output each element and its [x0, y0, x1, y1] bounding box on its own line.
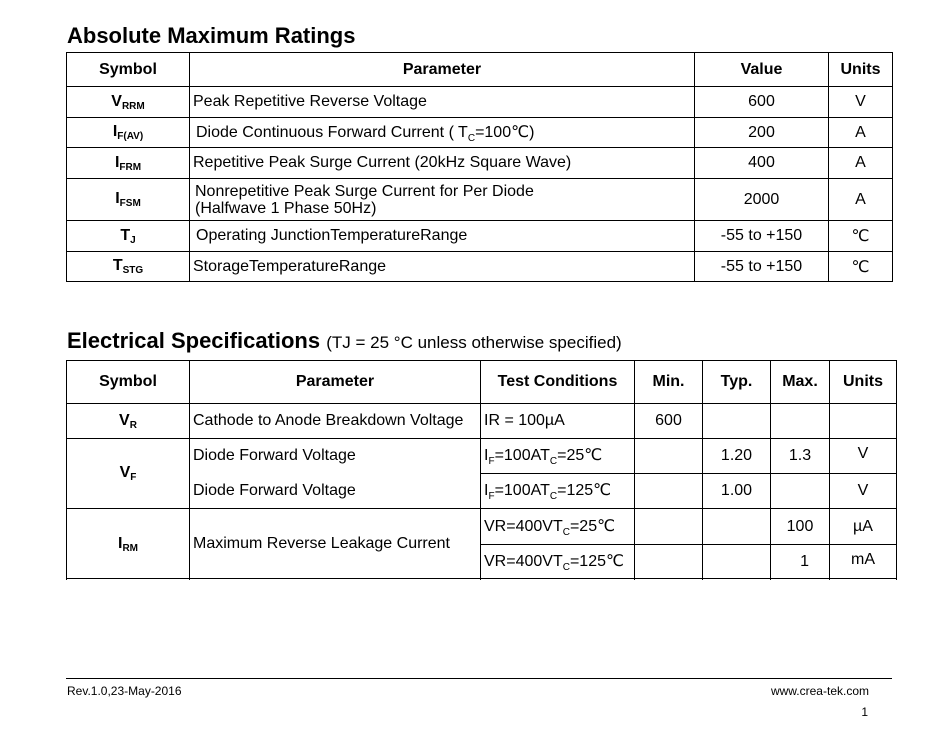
- footer-website: www.crea-tek.com: [770, 684, 869, 698]
- units-cell: ℃: [829, 221, 893, 252]
- table-header-row: [67, 361, 897, 404]
- table-row: [67, 439, 897, 474]
- max-cell: [771, 474, 830, 509]
- header-min: Min.: [635, 361, 703, 404]
- header-units: Units: [830, 361, 897, 404]
- elec-spec-note: (TJ = 25 °C unless otherwise specified): [326, 333, 622, 352]
- header-test-conditions: Test Conditions: [481, 361, 635, 404]
- max-cell: 1: [771, 545, 830, 580]
- header-value: Value: [695, 53, 829, 87]
- elec-spec-table: [66, 360, 897, 580]
- min-cell: 600: [635, 404, 703, 439]
- min-cell: [635, 509, 703, 545]
- elec-spec-title: Electrical Specifications (TJ = 25 °C unless otherwise specified): [67, 328, 622, 353]
- min-cell: [635, 545, 703, 580]
- table-row: [67, 221, 893, 252]
- table-row: [67, 474, 897, 509]
- test-condition-cell: $I_F=100AT_C=25℃$: [481, 439, 635, 474]
- header-symbol: Symbol: [67, 53, 190, 87]
- units-cell: A: [829, 179, 893, 221]
- units-cell: V: [830, 439, 897, 474]
- units-cell: V: [829, 87, 893, 118]
- units-cell: ℃: [829, 252, 893, 282]
- parameter-cell: Diode Forward Voltage: [190, 474, 481, 509]
- table-row: [67, 252, 893, 282]
- parameter-cell: Cathode to Anode Breakdown Voltage: [190, 404, 481, 439]
- table-row: [67, 118, 893, 148]
- header-symbol: Symbol: [67, 361, 190, 404]
- typ-cell: 1.00: [703, 474, 771, 509]
- parameter-cell: Operating JunctionTemperatureRange: [190, 221, 695, 252]
- units-cell: mA: [830, 545, 897, 580]
- units-cell: µA: [830, 509, 897, 545]
- table-bottom-rule: [66, 578, 896, 579]
- page-number: 1: [861, 705, 868, 719]
- parameter-cell: Repetitive Peak Surge Current (20kHz Square Wave): [190, 148, 695, 179]
- min-cell: [635, 474, 703, 509]
- table-row: [67, 509, 897, 545]
- max-cell: 100: [771, 509, 830, 545]
- parameter-cell: Maximum Reverse Leakage Current: [190, 509, 481, 580]
- footer-divider: [66, 678, 892, 679]
- symbol-cell: $I_{F(AV)}$: [67, 118, 190, 148]
- max-cell: 1.3: [771, 439, 830, 474]
- abs-max-title: Absolute Maximum Ratings: [67, 23, 356, 48]
- header-units: Units: [829, 53, 893, 87]
- abs-max-table: [66, 52, 893, 282]
- value-cell: -55 to +150: [695, 221, 829, 252]
- value-cell: -55 to +150: [695, 252, 829, 282]
- value-cell: 600: [695, 87, 829, 118]
- test-condition-cell: $I_F=100AT_C=125℃$: [481, 474, 635, 509]
- value-cell: 400: [695, 148, 829, 179]
- test-condition-cell: IR = 100µA: [481, 404, 635, 439]
- units-cell: A: [829, 118, 893, 148]
- typ-cell: [703, 509, 771, 545]
- header-typ: Typ.: [703, 361, 771, 404]
- test-condition-cell: $VR=400VT_C=25℃$: [481, 509, 635, 545]
- table-row: [67, 148, 893, 179]
- value-cell: 2000: [695, 179, 829, 221]
- units-cell: A: [829, 148, 893, 179]
- typ-cell: [703, 545, 771, 580]
- table-row: [67, 179, 893, 221]
- parameter-cell: Nonrepetitive Peak Surge Current for Per Diode (Halfwave 1 Phase 50Hz): [190, 179, 695, 221]
- symbol-cell: $T_J$: [67, 221, 190, 252]
- symbol-cell: $V_R$: [67, 404, 190, 439]
- typ-cell: 1.20: [703, 439, 771, 474]
- footer-revision: Rev.1.0,23-May-2016: [67, 684, 182, 698]
- header-parameter: Parameter: [190, 361, 481, 404]
- symbol-cell: $I_{FRM}$: [67, 148, 190, 179]
- header-parameter: Parameter: [190, 53, 695, 87]
- units-cell: V: [830, 474, 897, 509]
- parameter-cell: Diode Forward Voltage: [190, 439, 481, 474]
- symbol-cell: $I_{FSM}$: [67, 179, 190, 221]
- units-cell: [830, 404, 897, 439]
- parameter-cell: StorageTemperatureRange: [190, 252, 695, 282]
- typ-cell: [703, 404, 771, 439]
- symbol-cell: $V_{RRM}$: [67, 87, 190, 118]
- table-row: [67, 404, 897, 439]
- table-header-row: [67, 53, 893, 87]
- header-max: Max.: [771, 361, 830, 404]
- table-row: [67, 87, 893, 118]
- test-condition-cell: $VR=400VT_C=125℃$: [481, 545, 635, 580]
- parameter-cell: Peak Repetitive Reverse Voltage: [190, 87, 695, 118]
- parameter-cell: Diode Continuous Forward Current ( $T_C=100℃$): [190, 118, 695, 148]
- max-cell: [771, 404, 830, 439]
- value-cell: 200: [695, 118, 829, 148]
- symbol-cell: $T_{STG}$: [67, 252, 190, 282]
- min-cell: [635, 439, 703, 474]
- symbol-cell: $V_F$: [67, 439, 190, 509]
- symbol-cell: $I_{RM}$: [67, 509, 190, 580]
